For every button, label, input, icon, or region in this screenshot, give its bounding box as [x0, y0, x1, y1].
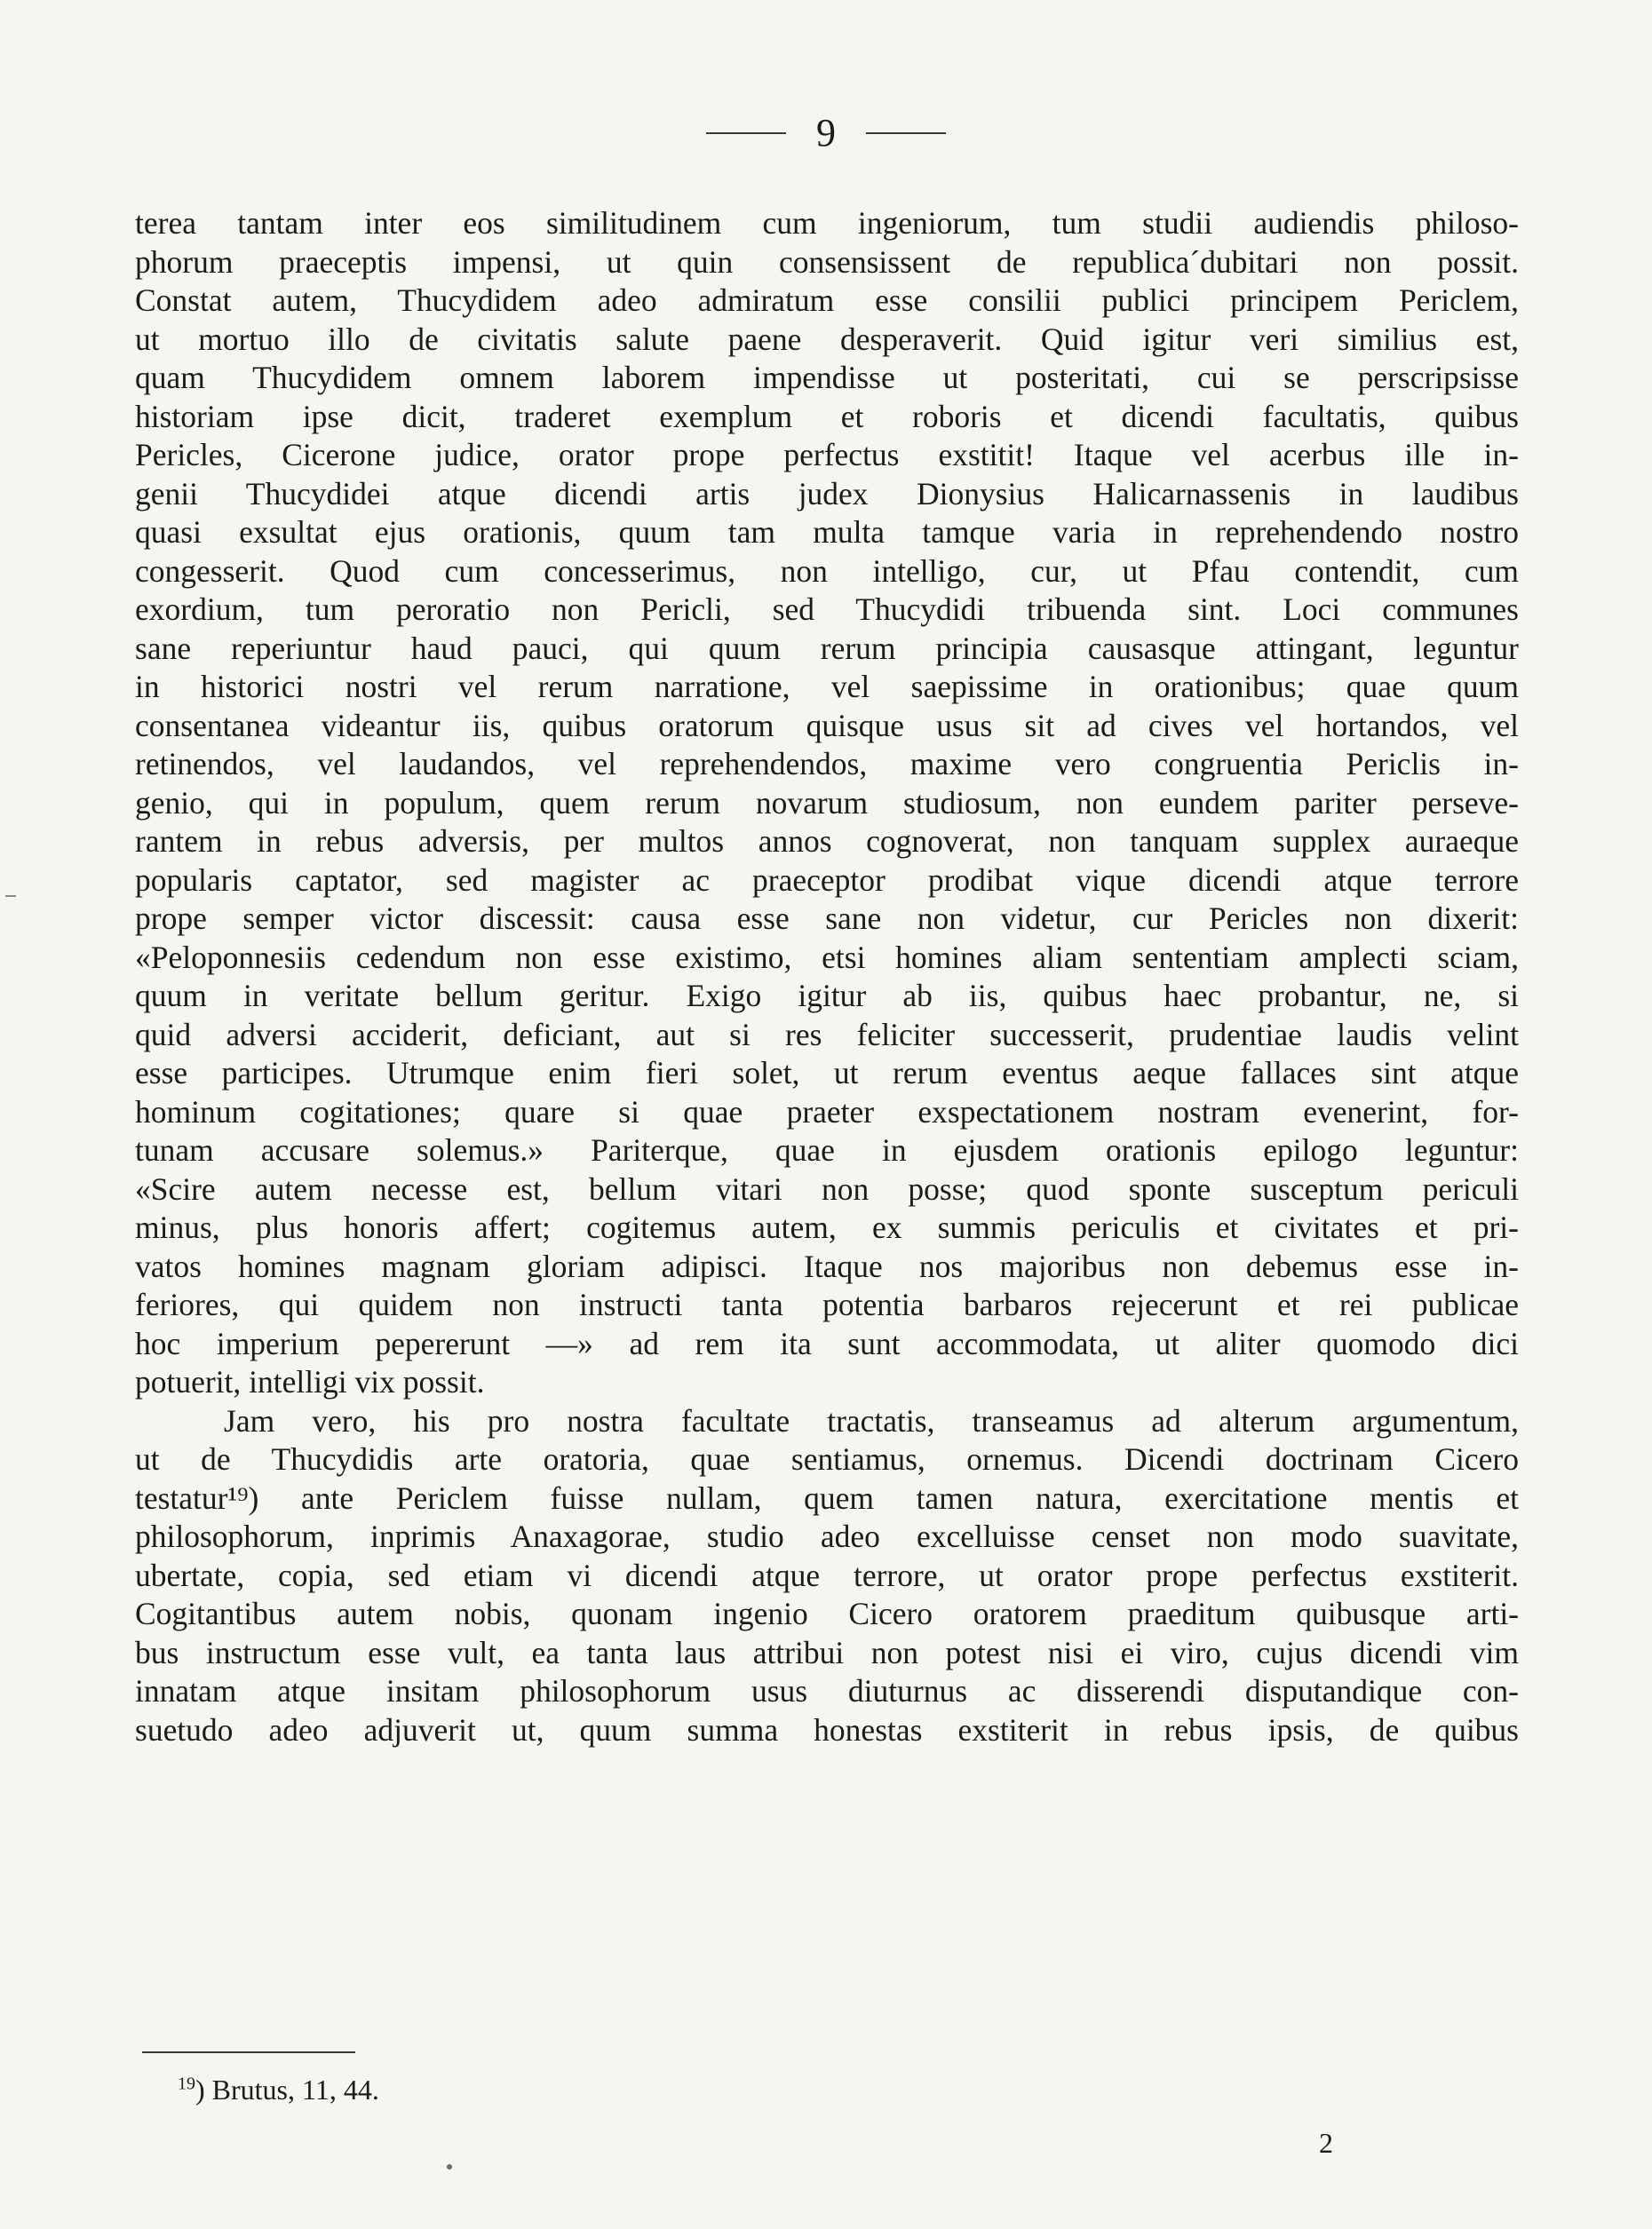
header-rule-left [706, 132, 786, 134]
margin-mark [5, 895, 16, 897]
text-line: exordium, tum peroratio non Pericli, sed Thucydidi tribuenda sint. Loci communes [135, 591, 1519, 627]
footnote-marker: 19 [178, 2074, 195, 2094]
print-dot [447, 2164, 452, 2170]
text-line: innatam atque insitam philosophorum usus diuturnus ac disserendi disputandique con- [135, 1673, 1519, 1709]
footnote-text: ) Brutus, 11, 44. [195, 2074, 379, 2106]
text-line: genio, qui in populum, quem rerum novarum studiosum, non eundem pariter perseve- [135, 784, 1519, 821]
text-line: Constat autem, Thucydidem adeo admiratum esse consilii publici principem Periclem, [135, 282, 1519, 318]
text-line: quid adversi acciderit, deficiant, aut si res feliciter successerit, prudentiae laudis velint [135, 1016, 1519, 1052]
text-line: ut mortuo illo de civitatis salute paene desperaverit. Quid igitur veri similius est, [135, 321, 1519, 357]
text-line: sane reperiuntur haud pauci, qui quum rerum principia causasque attingant, leguntur [135, 630, 1519, 666]
text-line: quam Thucydidem omnem laborem impendisse ut posteritati, cui se perscripsisse [135, 360, 1519, 395]
text-line: Pericles, Cicerone judice, orator prope perfectus exstitit! Itaque vel acerbus ille in- [135, 437, 1519, 472]
text-line: tunam accusare solemus.» Pariterque, quae in ejusdem orationis epilogo leguntur: [135, 1132, 1519, 1168]
footnote [178, 2074, 379, 2106]
footnote-rule [142, 2051, 355, 2053]
text-line: Cogitantibus autem nobis, quonam ingenio Cicero oratorem praeditum quibusque arti- [135, 1596, 1519, 1631]
text-line: quasi exsultat ejus orationis, quum tam multa tamque varia in reprehendendo nostro [135, 514, 1519, 550]
text-line: «Scire autem necesse est, bellum vitari non posse; quod sponte susceptum periculi [135, 1170, 1519, 1207]
text-line: consentanea videantur iis, quibus oratorum quisque usus sit ad cives vel hortandos, vel [135, 707, 1519, 743]
text-line: philosophorum, inprimis Anaxagorae, studio adeo excelluisse censet non modo suavitate, [135, 1519, 1519, 1554]
text-line: «Peloponnesiis cedendum non esse existimo, etsi homines aliam sententiam amplecti sciam, [135, 939, 1519, 975]
signature-mark: 2 [1319, 2127, 1333, 2159]
text-line: ubertate, copia, sed etiam vi dicendi atque terrore, ut orator prope perfectus exstiterit. [135, 1557, 1519, 1593]
body-text [135, 204, 1519, 1749]
text-line: quum in veritate bellum geritur. Exigo igitur ab iis, quibus haec probantur, ne, si [135, 978, 1519, 1013]
text-line: popularis captator, sed magister ac praeceptor prodibat vique dicendi atque terrore [135, 861, 1519, 898]
text-line: minus, plus honoris affert; cogitemus autem, ex summis periculis et civitates et pri- [135, 1210, 1519, 1245]
text-line: prope semper victor discessit: causa esse sane non videtur, cur Pericles non dixerit: [135, 900, 1519, 936]
text-line: testatur¹⁹) ante Periclem fuisse nullam, quem tamen natura, exercitatione mentis et [135, 1479, 1519, 1516]
text-line: Jam vero, his pro nostra facultate tractatis, transeamus ad alterum argumentum, [224, 1402, 1519, 1439]
text-line: esse participes. Utrumque enim fieri solet, ut rerum eventus aeque fallaces sint atque [135, 1055, 1519, 1091]
text-line: hoc imperium pepererunt —» ad rem ita sunt accommodata, ut aliter quomodo dici [135, 1325, 1519, 1361]
text-line: historiam ipse dicit, traderet exemplum et roboris et dicendi facultatis, quibus [135, 398, 1519, 434]
text-line: ut de Thucydidis arte oratoria, quae sentiamus, ornemus. Dicendi doctrinam Cicero [135, 1441, 1519, 1477]
text-line: in historici nostri vel rerum narratione, vel saepissime in orationibus; quae quum [135, 669, 1519, 704]
text-line: rantem in rebus adversis, per multos annos cognoverat, non tanquam supplex auraeque [135, 823, 1519, 859]
text-line: terea tantam inter eos similitudinem cum ingeniorum, tum studii audiendis philoso- [135, 205, 1519, 241]
page-number: 9 [816, 111, 836, 155]
text-line: genii Thucydidei atque dicendi artis judex Dionysius Halicarnassenis in laudibus [135, 475, 1519, 512]
text-line: bus instructum esse vult, ea tanta laus attribui non potest nisi ei viro, cujus dicendi vim [135, 1634, 1519, 1670]
text-line: feriores, qui quidem non instructi tanta potentia barbaros rejecerunt et rei publicae [135, 1287, 1519, 1322]
text-line: suetudo adeo adjuverit ut, quum summa honestas exstiterit in rebus ipsis, de quibus [135, 1711, 1519, 1748]
text-line: potuerit, intelligi vix possit. [135, 1364, 485, 1400]
text-line: hominum cogitationes; quare si quae praeter exspectationem nostram evenerint, for- [135, 1093, 1519, 1130]
header-rule-right [866, 132, 946, 134]
text-line: retinendos, vel laudandos, vel reprehendendos, maxime vero congruentia Periclis in- [135, 746, 1519, 781]
text-line: vatos homines magnam gloriam adipisci. Itaque nos majoribus non debemus esse in- [135, 1248, 1519, 1284]
text-line: congesserit. Quod cum concesserimus, non intelligo, cur, ut Pfau contendit, cum [135, 552, 1519, 589]
page-header [0, 107, 1652, 160]
text-line: phorum praeceptis impensi, ut quin consensissent de republica´dubitari non possit. [135, 243, 1519, 280]
